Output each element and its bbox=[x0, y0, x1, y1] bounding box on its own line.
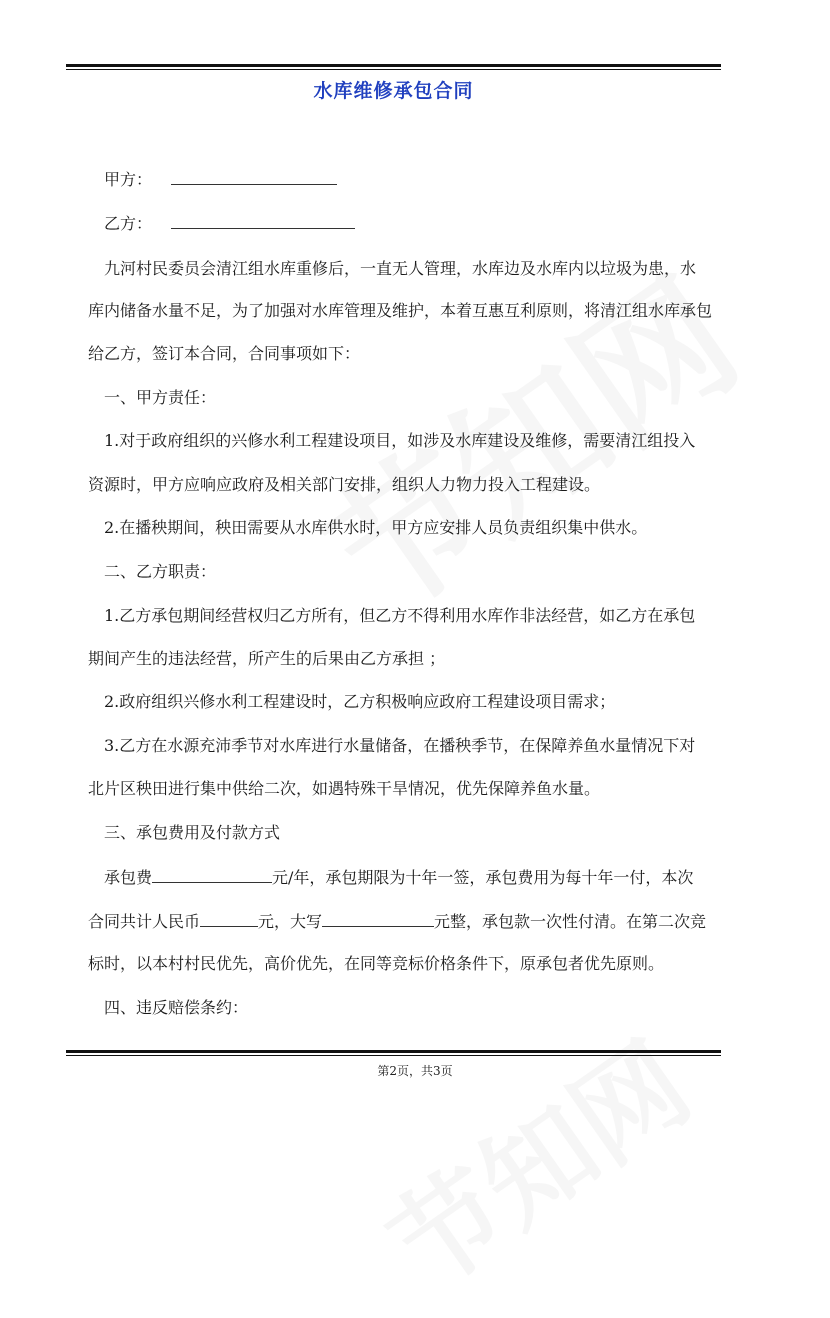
section4-heading: 四、违反赔偿条约： bbox=[104, 998, 249, 1017]
section1-item2: 2.在播秧期间，秧田需要从水库供水时，甲方应安排人员负责组织集中供水。 bbox=[104, 518, 648, 537]
section2-item2: 2.政府组织兴修水利工程建设时，乙方积极响应政府工程建设项目需求； bbox=[104, 692, 616, 711]
section3-line3: 标时，以本村村民优先，高价优先，在同等竞标价格条件下，原承包者优先原则。 bbox=[88, 954, 665, 973]
capital-blank bbox=[322, 910, 434, 927]
section3-line1 bbox=[104, 866, 744, 889]
party-b-label: 乙方： bbox=[104, 214, 153, 233]
party-b-blank bbox=[171, 212, 355, 229]
intro-line-1: 九河村民委员会清江组水库重修后，一直无人管理，水库边及水库内以垃圾为患，水 bbox=[104, 259, 697, 278]
party-a-label: 甲方： bbox=[104, 170, 153, 189]
document-title: 水库维修承包合同 bbox=[313, 80, 474, 102]
section1-item1-line2: 资源时，甲方应响应政府及相关部门安排，组织人力物力投入工程建设。 bbox=[88, 475, 601, 494]
fee-label: 承包费 bbox=[104, 868, 153, 887]
capital-label: 元，大写 bbox=[258, 912, 323, 931]
watermark-bottom bbox=[355, 1000, 716, 1318]
party-b-line bbox=[104, 212, 744, 235]
section2-item1-line1: 1.乙方承包期间经营权归乙方所有，但乙方不得利用水库作非法经营，如乙方在承包 bbox=[104, 606, 696, 625]
party-a-line bbox=[104, 168, 744, 191]
section3-heading: 三、承包费用及付款方式 bbox=[104, 823, 281, 842]
intro-line-2: 库内储备水量不足，为了加强对水库管理及维护，本着互惠互利原则，将清江组水库承包 bbox=[88, 301, 713, 320]
section2-item3-line1: 3.乙方在水源充沛季节对水库进行水量储备，在播秧季节，在保障养鱼水量情况下对 bbox=[104, 736, 696, 755]
footer-rule bbox=[66, 1050, 721, 1053]
footer-rule-thin bbox=[66, 1055, 721, 1056]
section1-item1-line1: 1.对于政府组织的兴修水利工程建设项目，如涉及水库建设及维修，需要清江组投入 bbox=[104, 431, 696, 450]
fee-text: 元/年，承包期限为十年一签，承包费用为每十年一付，本次 bbox=[272, 868, 694, 887]
section2-heading: 二、乙方职责： bbox=[104, 562, 217, 581]
section2-item1-line2: 期间产生的违法经营，所产生的后果由乙方承担 ； bbox=[88, 649, 446, 668]
section2-item3-line2: 北片区秧田进行集中供给二次，如遇特殊干旱情况，优先保障养鱼水量。 bbox=[88, 779, 601, 798]
payment-text: 元整，承包款一次性付清。在第二次竞 bbox=[434, 912, 707, 931]
header-rule bbox=[66, 64, 721, 67]
header-rule-thin bbox=[66, 69, 721, 70]
fee-blank bbox=[152, 866, 272, 883]
total-label: 合同共计人民币 bbox=[88, 912, 201, 931]
intro-line-3: 给乙方，签订本合同，合同事项如下： bbox=[88, 344, 361, 363]
section3-line2 bbox=[88, 910, 728, 933]
section1-heading: 一、甲方责任： bbox=[104, 388, 217, 407]
page-number: 第2页，共3页 bbox=[377, 1064, 453, 1078]
party-a-blank bbox=[171, 168, 337, 185]
total-blank bbox=[200, 910, 258, 927]
